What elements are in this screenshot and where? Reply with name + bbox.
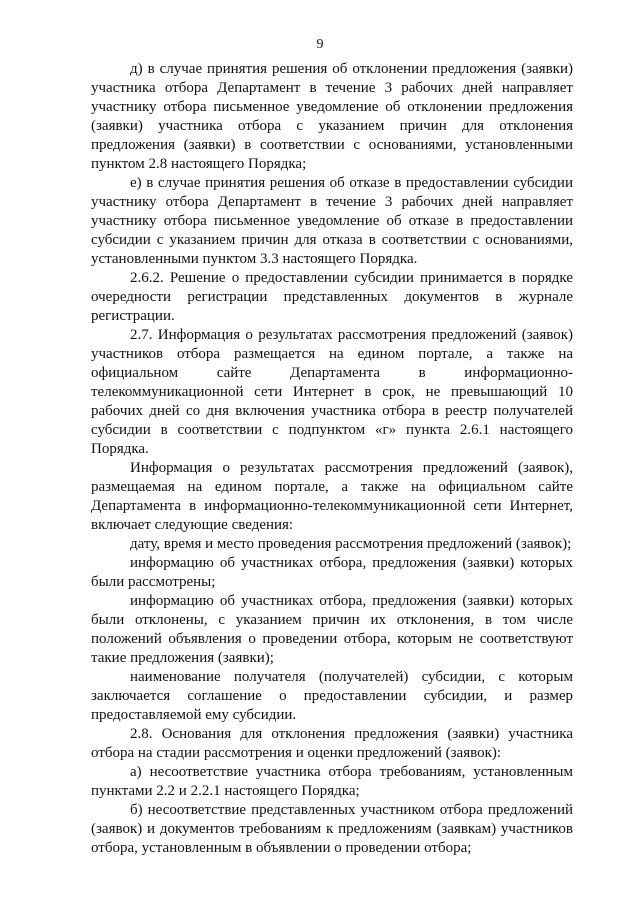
paragraph-e: е) в случае принятия решения об отказе в предоставлении субсидии участнику отбора Департамент в течение 3 рабочих дней направляет участнику отбора письменное уведомление об отказе в предоставлении субсидии с указанием причин для отказа в соответствии с основаниями, установленными пунктом 3.3 настоящего Порядка. [91,175,573,267]
paragraph-date-time-place: дату, время и место проведения рассмотрения предложений (заявок); [130,536,572,552]
paragraph-2-8: 2.8. Основания для отклонения предложения (заявки) участника отбора на стадии рассмотрения и оценки предложений (заявок): [91,726,573,761]
paragraph-considered-participants: информацию об участниках отбора, предложения (заявки) которых были рассмотрены; [91,555,573,590]
paragraph-a: а) несоответствие участника отбора требованиям, установленным пунктами 2.2 и 2.2.1 настоящего Порядка; [91,764,573,799]
paragraph-d: д) в случае принятия решения об отклонении предложения (заявки) участника отбора Департамент в течение 3 рабочих дней направляет участнику отбора письменное уведомление об отклонении предложения (заявки) участника отбора с указанием причин для отклонения предложения (заявки) в соответствии с основаниями, установленными пунктом 2.8 настоящего Порядка; [91,61,573,172]
paragraph-b: б) несоответствие представленных участником отбора предложений (заявок) и документов требованиям к предложениям (заявкам) участников отбора, установленным в объявлении о проведении отбора; [91,802,573,856]
document-body [91,60,573,858]
paragraph-info-contents: Информация о результатах рассмотрения предложений (заявок), размещаемая на едином портале, а также на официальном сайте Департамента в информационно-телекоммуникационной сети Интернет, включает следующие сведения: [91,460,573,533]
paragraph-2-7: 2.7. Информация о результатах рассмотрения предложений (заявок) участников отбора размещается на едином портале, а также на официальном сайте Департамента в информационно-телекоммуникационной сети Интернет в срок, не превышающий 10 рабочих дней со дня включения участника отбора в реестр получателей субсидии в соответствии с подпунктом «г» пункта 2.6.1 настоящего Порядка. [91,327,573,457]
paragraph-rejected-participants: информацию об участниках отбора, предложения (заявки) которых были отклонены, с указанием причин их отклонения, в том числе положений объявления о проведении отбора, которым не соответствуют такие предложения (заявки); [91,593,573,666]
page-number: 9 [316,37,324,52]
paragraph-recipient-name: наименование получателя (получателей) субсидии, с которым заключается соглашение о предоставлении субсидии, и размер предоставляемой ему субсидии. [91,669,573,723]
paragraph-2-6-2: 2.6.2. Решение о предоставлении субсидии принимается в порядке очередности регистрации представленных документов в журнале регистрации. [91,270,573,324]
